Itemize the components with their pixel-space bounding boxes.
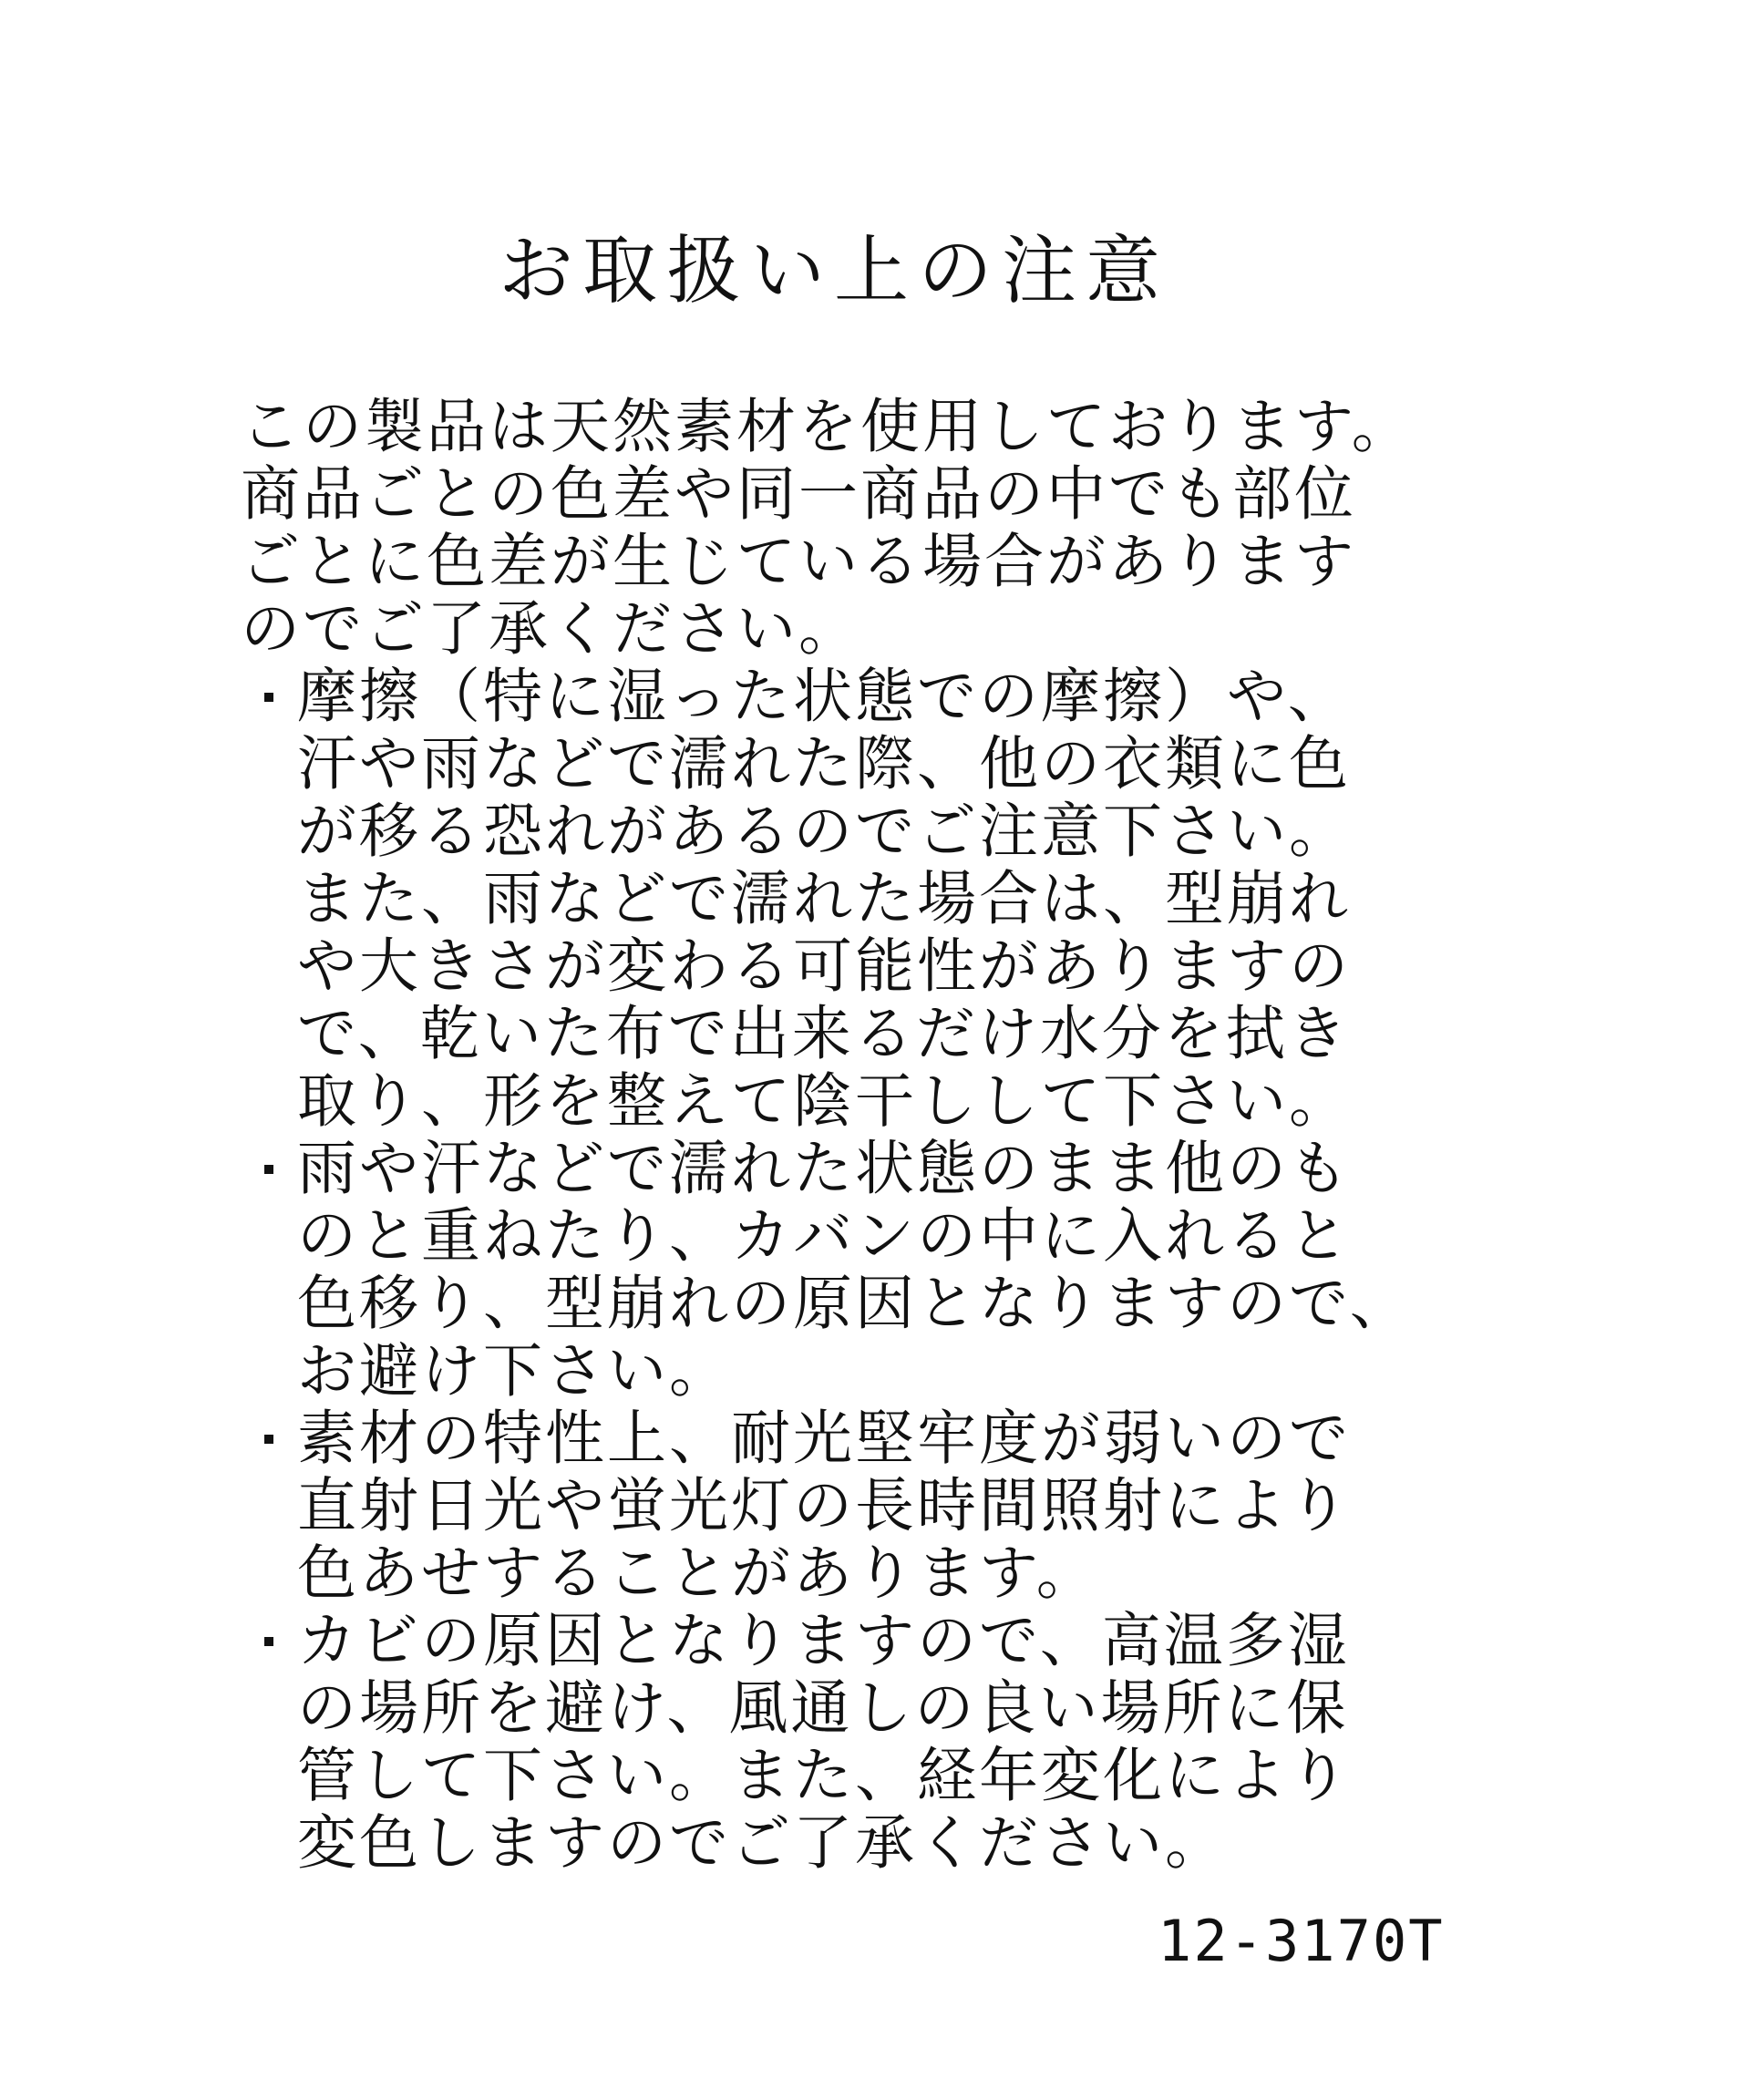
bullet-dot-icon: [252, 664, 288, 731]
bullet-dot-icon: [252, 1136, 288, 1203]
bullet-line: の場所を避け、風通しの良い場所に保: [297, 1674, 1349, 1743]
bullet-line: が移る恐れがあるのでご注意下さい。: [297, 798, 1352, 866]
bullet-line: 素材の特性上、耐光堅牢度が弱いので: [297, 1405, 1352, 1473]
bullet-dot-icon: [252, 1608, 288, 1675]
bullet-line: 直射日光や蛍光灯の長時間照射により: [297, 1472, 1352, 1540]
bullet-item-light-fastness: [241, 1405, 1480, 1608]
bullet-item-mold: [241, 1608, 1480, 1878]
bullet-item-wet-storage: [241, 1136, 1480, 1405]
product-code: 12-3170T: [1158, 1908, 1445, 1974]
intro-line: この製品は天然素材を使用しております。: [241, 393, 1414, 461]
intro-line: ごとに色差が生じている場合があります: [241, 528, 1357, 596]
bullet-line: 汗や雨などで濡れた際、他の衣類に色: [297, 730, 1352, 798]
bullet-line: カビの原因となりますので、高温多湿: [297, 1607, 1350, 1675]
intro-paragraph: [241, 394, 1480, 664]
bullet-line: 変色しますのでご了承ください。: [297, 1809, 1228, 1878]
bullet-dot-icon: [252, 1405, 288, 1473]
bullet-line: 色移り、型崩れの原因となりますので、: [297, 1270, 1412, 1338]
bullet-line: で、乾いた布で出来るだけ水分を拭き: [297, 1000, 1350, 1068]
document-body: [241, 394, 1480, 1878]
bullet-item-friction: [241, 664, 1480, 1136]
bullet-line: 管して下さい。また、経年変化により: [297, 1742, 1352, 1810]
bullet-line: のと重ねたり、カバンの中に入れると: [297, 1202, 1352, 1271]
document-title: お取扱い上の注意: [498, 228, 1169, 314]
bullet-line: また、雨などで濡れた場合は、型崩れ: [297, 865, 1352, 933]
bullet-line: 色あせすることがあります。: [297, 1539, 1098, 1608]
bullet-line: 摩擦（特に湿った状態での摩擦）や、: [297, 663, 1350, 731]
bullet-line: 雨や汗などで濡れた状態のまま他のも: [297, 1135, 1352, 1203]
bullet-line: お避け下さい。: [297, 1337, 732, 1405]
intro-line: のでご了承ください。: [241, 595, 861, 664]
intro-line: 商品ごとの色差や同一商品の中でも部位: [241, 460, 1357, 529]
bullet-line: や大きさが変わる可能性がありますの: [297, 932, 1352, 1001]
bullet-line: 取り、形を整えて陰干しして下さい。: [297, 1067, 1352, 1136]
